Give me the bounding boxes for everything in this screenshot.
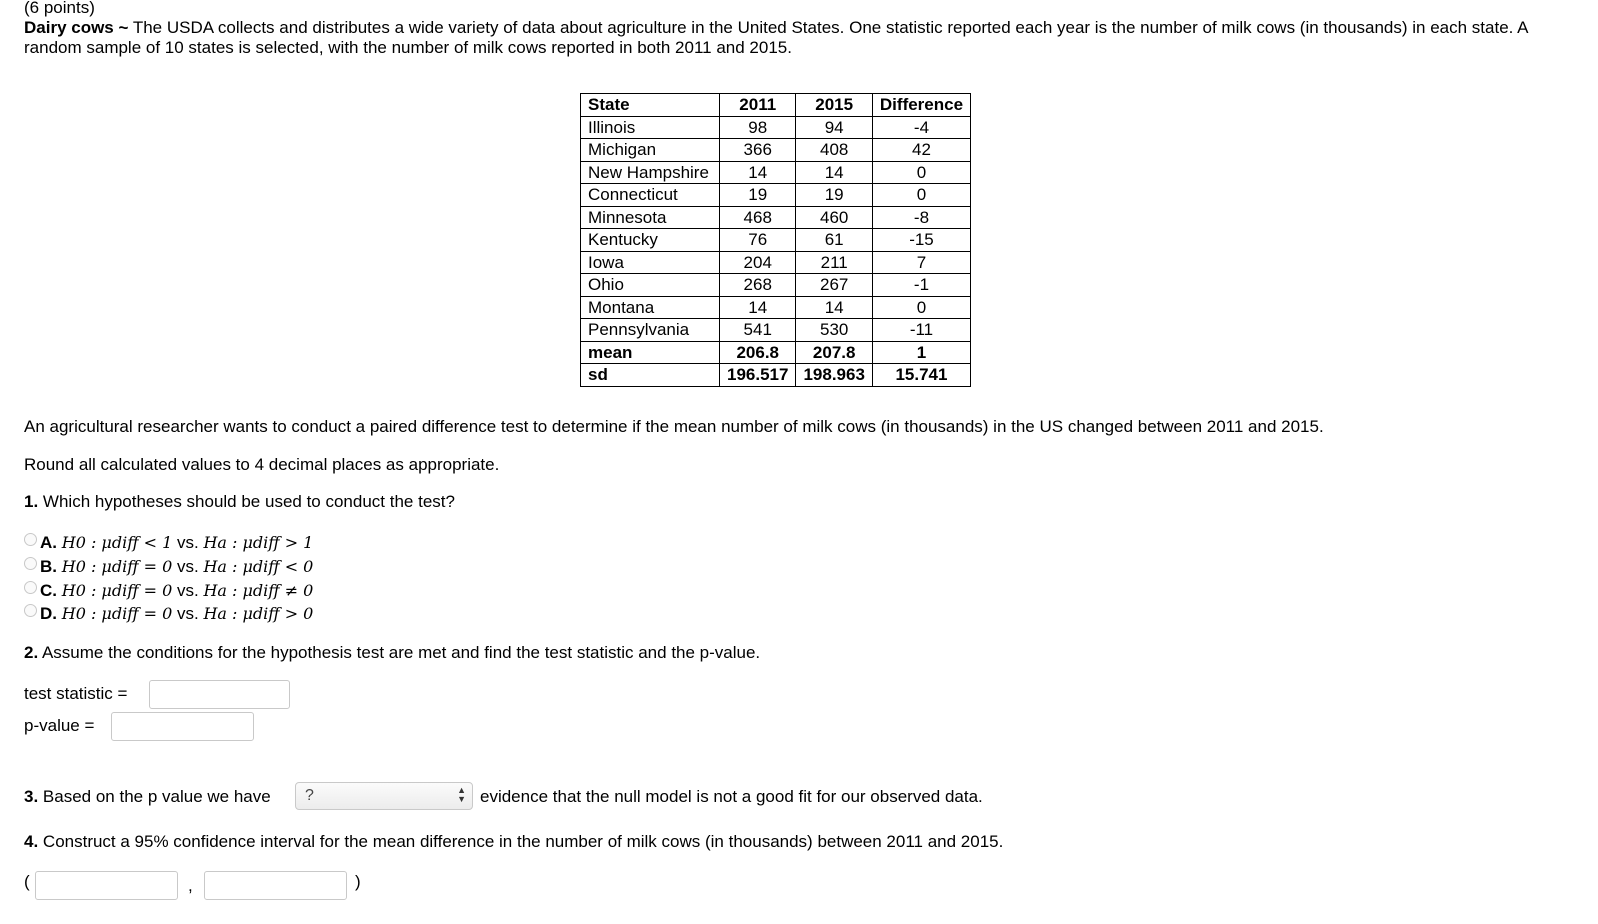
table-row <box>581 229 971 252</box>
table-row <box>581 319 971 342</box>
value-2015-cell: 267 <box>796 274 872 297</box>
value-2011-cell: 14 <box>720 296 796 319</box>
value-2015-cell: 14 <box>796 296 872 319</box>
value-2015-cell: 94 <box>796 116 872 139</box>
radio-button-icon[interactable] <box>24 533 37 546</box>
alternative-hypothesis: Ha : μdiff > 1 <box>203 533 314 552</box>
difference-cell: 0 <box>872 296 970 319</box>
table-header-row <box>581 94 971 117</box>
problem-intro <box>24 18 1564 58</box>
value-2015-cell: 14 <box>796 161 872 184</box>
hypothesis-option-d[interactable] <box>24 604 313 624</box>
table-row <box>581 274 971 297</box>
question-3: 3. Based on the p value we have <box>24 787 271 806</box>
option-letter: C. <box>40 581 57 600</box>
interval-close-paren: ) <box>355 872 361 891</box>
option-letter: A. <box>40 533 57 552</box>
interval-open-paren: ( <box>24 872 30 891</box>
null-hypothesis: H0 : μdiff = 0 <box>61 604 173 623</box>
summary-row <box>581 341 971 364</box>
null-hypothesis: H0 : μdiff = 0 <box>61 557 173 576</box>
ci-upper-input[interactable] <box>204 871 347 900</box>
header-2011: 2011 <box>720 94 796 117</box>
p-value-label: p-value = <box>24 716 95 735</box>
state-cell: Iowa <box>581 251 720 274</box>
value-2011-cell: 204 <box>720 251 796 274</box>
state-cell: Minnesota <box>581 206 720 229</box>
question-1: 1. Which hypotheses should be used to conduct the test? <box>24 492 455 511</box>
difference-cell: -1 <box>872 274 970 297</box>
value-2015-cell: 408 <box>796 139 872 162</box>
table-row <box>581 296 971 319</box>
table-row <box>581 251 971 274</box>
option-letter: B. <box>40 557 57 576</box>
test-statistic-label: test statistic = <box>24 684 128 703</box>
value-2015-cell: 211 <box>796 251 872 274</box>
select-arrows-icon: ▲ ▼ <box>457 785 466 804</box>
state-cell: Illinois <box>581 116 720 139</box>
state-cell: New Hampshire <box>581 161 720 184</box>
header-state: State <box>581 94 720 117</box>
vs-label: vs. <box>172 557 204 576</box>
value-2011-cell: 14 <box>720 161 796 184</box>
radio-button-icon[interactable] <box>24 581 37 594</box>
table-row <box>581 139 971 162</box>
hypothesis-option-c[interactable] <box>24 581 313 601</box>
value-2011-cell: 468 <box>720 206 796 229</box>
alternative-hypothesis: Ha : μdiff ≠ 0 <box>203 581 314 600</box>
header-difference: Difference <box>872 94 970 117</box>
state-cell: Pennsylvania <box>581 319 720 342</box>
difference-cell: -15 <box>872 229 970 252</box>
question-4: 4. Construct a 95% confidence interval for the mean difference in the number of milk cows (in thousands) between 2011 and 2015. <box>24 832 1004 851</box>
table-row <box>581 206 971 229</box>
difference-cell: -8 <box>872 206 970 229</box>
vs-label: vs. <box>172 533 204 552</box>
value-2015-cell: 19 <box>796 184 872 207</box>
value-2011-cell: 366 <box>720 139 796 162</box>
value-2011-cell: 98 <box>720 116 796 139</box>
summary-row <box>581 364 971 387</box>
question-2: 2. Assume the conditions for the hypothesis test are met and find the test statistic and the p-value. <box>24 643 761 662</box>
summary-value-cell: 207.8 <box>796 341 872 364</box>
value-2015-cell: 460 <box>796 206 872 229</box>
p-value-input[interactable] <box>111 712 254 741</box>
difference-cell: 7 <box>872 251 970 274</box>
intro-text: The USDA collects and distributes a wide variety of data about agriculture in the United States. One statistic reported each year is the number of milk cows (in thousands) in each state. A random sample of 10 states is selected, with the number of milk cows reported in both 2011 and 2015. <box>24 18 1528 57</box>
summary-value-cell: 198.963 <box>796 364 872 387</box>
hypothesis-option-a[interactable] <box>24 533 313 553</box>
value-2015-cell: 61 <box>796 229 872 252</box>
null-hypothesis: H0 : μdiff < 1 <box>61 533 173 552</box>
rounding-instruction: Round all calculated values to 4 decimal places as appropriate. <box>24 455 500 474</box>
difference-cell: -11 <box>872 319 970 342</box>
problem-title: Dairy cows ~ <box>24 18 129 37</box>
summary-label-cell: mean <box>581 341 720 364</box>
evidence-select[interactable] <box>295 782 473 810</box>
state-cell: Connecticut <box>581 184 720 207</box>
table-row <box>581 161 971 184</box>
radio-button-icon[interactable] <box>24 604 37 617</box>
difference-cell: -4 <box>872 116 970 139</box>
summary-value-cell: 1 <box>872 341 970 364</box>
state-cell: Ohio <box>581 274 720 297</box>
vs-label: vs. <box>172 604 204 623</box>
value-2015-cell: 530 <box>796 319 872 342</box>
points-label: (6 points) <box>24 0 95 17</box>
difference-cell: 42 <box>872 139 970 162</box>
difference-cell: 0 <box>872 184 970 207</box>
interval-comma: , <box>188 876 193 895</box>
milk-cows-table <box>580 93 971 387</box>
table-row <box>581 116 971 139</box>
researcher-text: An agricultural researcher wants to conduct a paired difference test to determine if the mean number of milk cows (in thousands) in the US changed between 2011 and 2015. <box>24 417 1324 436</box>
ci-lower-input[interactable] <box>35 871 178 900</box>
summary-value-cell: 15.741 <box>872 364 970 387</box>
test-statistic-input[interactable] <box>149 680 290 709</box>
question-3-continuation: evidence that the null model is not a good fit for our observed data. <box>480 787 983 806</box>
summary-value-cell: 196.517 <box>720 364 796 387</box>
value-2011-cell: 19 <box>720 184 796 207</box>
difference-cell: 0 <box>872 161 970 184</box>
hypothesis-option-b[interactable] <box>24 557 313 577</box>
state-cell: Kentucky <box>581 229 720 252</box>
alternative-hypothesis: Ha : μdiff > 0 <box>203 604 314 623</box>
summary-value-cell: 206.8 <box>720 341 796 364</box>
value-2011-cell: 268 <box>720 274 796 297</box>
header-2015: 2015 <box>796 94 872 117</box>
option-letter: D. <box>40 604 57 623</box>
alternative-hypothesis: Ha : μdiff < 0 <box>203 557 314 576</box>
value-2011-cell: 541 <box>720 319 796 342</box>
vs-label: vs. <box>172 581 204 600</box>
value-2011-cell: 76 <box>720 229 796 252</box>
null-hypothesis: H0 : μdiff = 0 <box>61 581 173 600</box>
state-cell: Montana <box>581 296 720 319</box>
radio-button-icon[interactable] <box>24 557 37 570</box>
summary-label-cell: sd <box>581 364 720 387</box>
table-row <box>581 184 971 207</box>
state-cell: Michigan <box>581 139 720 162</box>
evidence-select-value: ? <box>305 787 314 804</box>
